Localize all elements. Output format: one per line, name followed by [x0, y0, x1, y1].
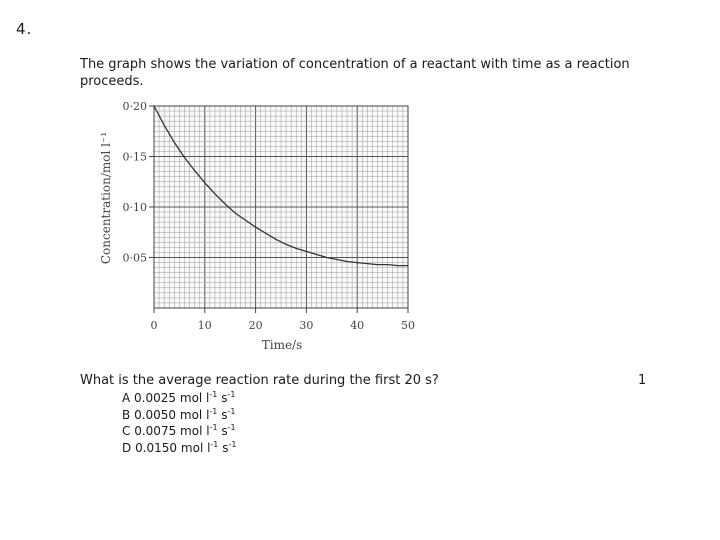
concentration-time-chart: [96, 98, 426, 356]
question-intro: The graph shows the variation of concentration of a reactant with time as a reaction proceeds.: [80, 57, 630, 89]
option-exponent: -1: [210, 439, 219, 449]
x-tick-label: 10: [197, 319, 212, 332]
option-letter: D: [122, 440, 132, 455]
option-unit: mol l: [179, 391, 210, 405]
x-tick-label: 0: [150, 319, 158, 332]
chart-grid: [154, 106, 408, 308]
option-b[interactable]: [122, 407, 236, 424]
x-axis-label: Time/s: [261, 338, 303, 352]
question-text: What is the average reaction rate during the first 20 s?: [80, 373, 439, 388]
x-tick-label: 20: [248, 319, 263, 332]
option-unit-seconds: s: [217, 407, 228, 422]
option-unit-seconds: s: [218, 440, 229, 455]
y-tick-label: 0·05: [122, 251, 147, 265]
option-unit-seconds: s: [217, 424, 228, 438]
y-tick-label: 0·10: [122, 201, 147, 214]
option-c[interactable]: [122, 423, 236, 440]
x-tick-label: 30: [299, 319, 314, 332]
option-value: 0.0025: [134, 391, 177, 405]
y-tick-label: 0·15: [122, 150, 147, 164]
option-value: 0.0075: [134, 424, 177, 438]
option-value: 0.0150: [135, 440, 178, 455]
option-exponent: -1: [209, 423, 218, 432]
y-tick-label: 0·20: [122, 100, 147, 113]
option-unit: mol l: [180, 440, 211, 455]
option-d[interactable]: [122, 440, 236, 457]
question-number: 4.: [16, 20, 33, 38]
option-value: 0.0050: [134, 407, 177, 422]
x-tick-label: 40: [350, 319, 365, 332]
option-letter: A: [122, 391, 131, 405]
option-exponent: -1: [228, 439, 237, 449]
marks-value: 1: [638, 373, 647, 388]
answer-options: [122, 390, 236, 456]
option-unit: mol l: [180, 424, 210, 438]
option-exponent: -1: [227, 423, 236, 432]
option-letter: C: [122, 424, 131, 438]
option-unit: mol l: [179, 407, 210, 422]
option-exponent: -1: [227, 406, 236, 416]
option-a[interactable]: [122, 390, 236, 407]
option-exponent: -1: [209, 406, 218, 416]
option-exponent: -1: [209, 390, 218, 399]
x-tick-label: 50: [401, 319, 415, 332]
option-unit-seconds: s: [217, 391, 228, 405]
y-axis-label: Concentration/mol l⁻¹: [99, 131, 113, 265]
option-exponent: -1: [227, 390, 236, 399]
option-letter: B: [122, 407, 131, 422]
